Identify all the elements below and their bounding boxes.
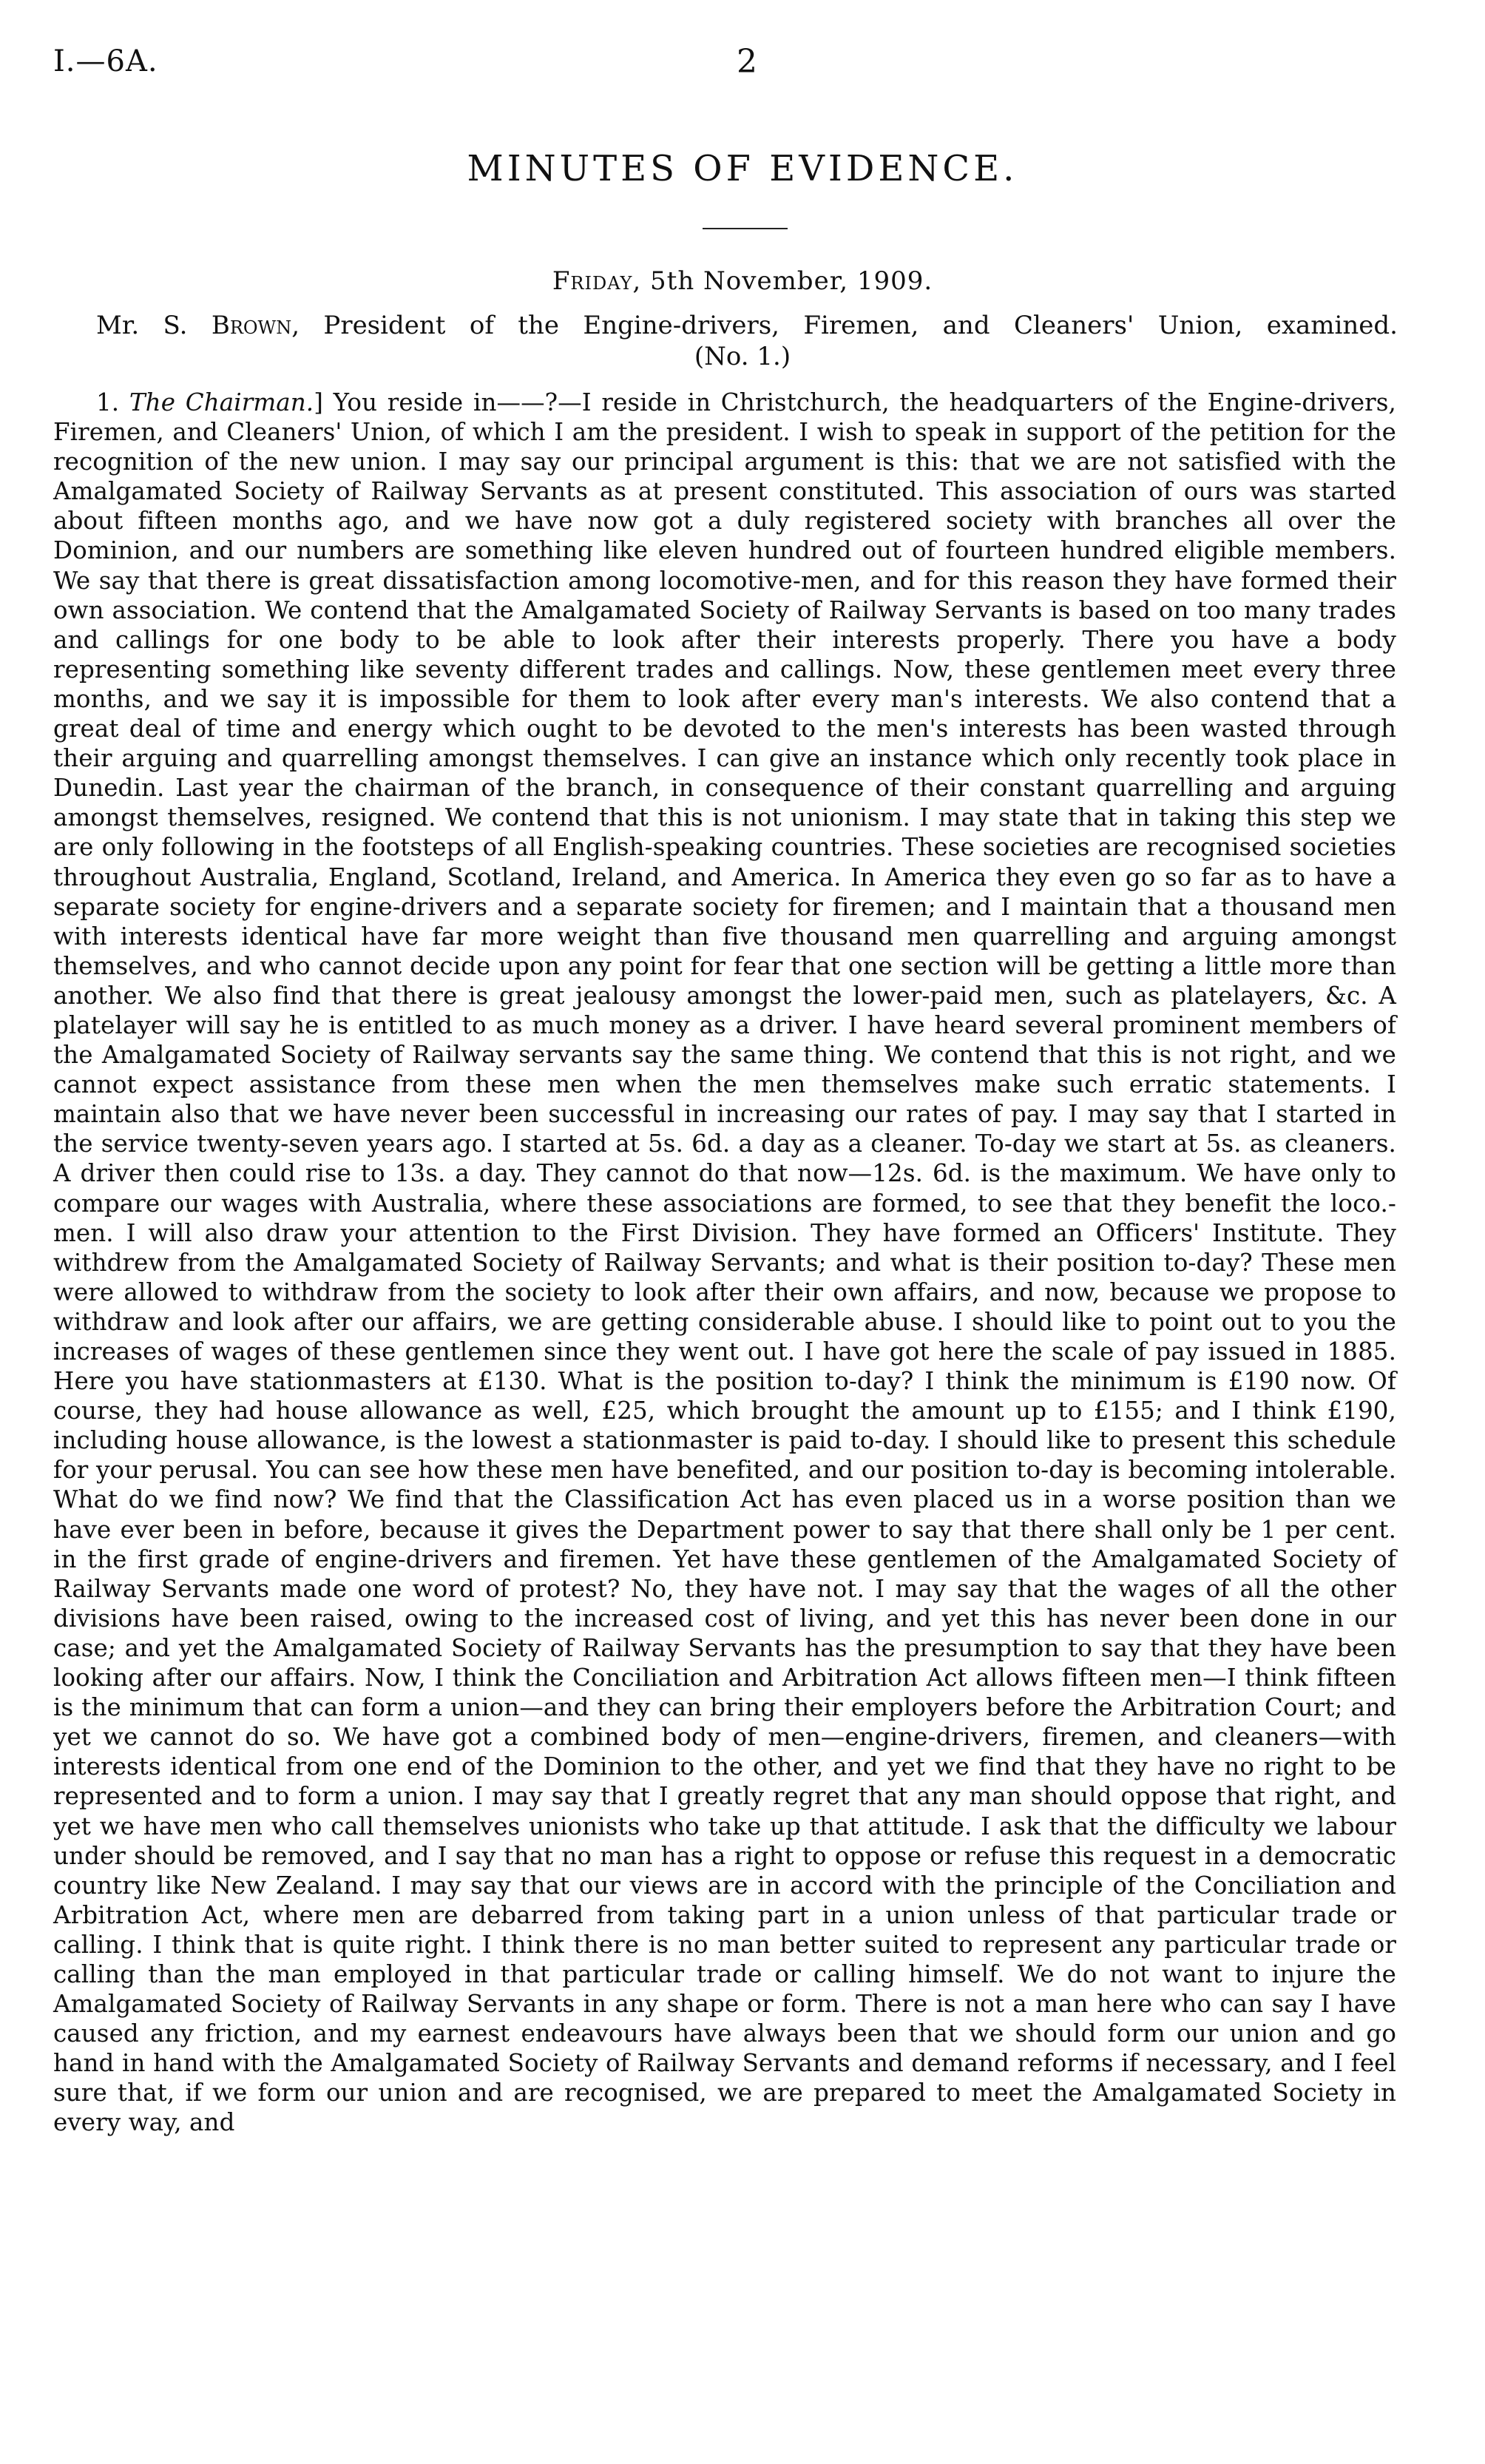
witness-number: (No. 1.) [694,342,791,371]
evidence-text: ] You reside in——?—I reside in Christchurch, the headquarters of the Engine-drivers, Firemen, and Cleaners' Union, of which I am the president. I wish to speak in support of the petition for the recognition of the new union. I may say our principal argument is this: that we are not satisfied with the Amalgamated Society of Railway Servants as at present constituted. This association of ours was started about fifteen months ago, and we have now got a duly registered society with branches all over the Dominion, and our numbers are something like eleven hundred out of fourteen hundred eligible members. We say that there is great dissatisfaction among locomotive-men, and for this reason they have formed their own association. We contend that the Amalgamated Society of Railway Servants is based on too many trades and callings for one body to be able to look after their interests properly. There you have a body representing something like seventy different trades and callings. Now, these gentlemen meet every three months, and we say it is impossible for them to look after every man's interests. We also contend that a great deal of time and energy which ought to be devoted to the men's interests has been wasted through their arguing and quarrelling amongst themselves. I can give an instance which only recently took place in Dunedin. Last year the chairman of the branch, in consequence of their constant quarrelling and arguing amongst themselves, resigned. We contend that this is not unionism. I may state that in taking this step we are only following in the footsteps of all English-speaking countries. These societies are recognised societies throughout Australia, England, Scotland, Ireland, and America. In America they even go so far as to have a separate society for engine-drivers and a separate society for firemen; and I maintain that a thousand men with interests identical have far more weight than five thousand men quarrelling and arguing amongst themselves, and who cannot decide upon any point for fear that one section will be getting a little more than another. We also find that there is great jealousy amongst the lower-paid men, such as platelayers, &c. A platelayer will say he is entitled to as much money as a driver. I have heard several prominent members of the Amalgamated Society of Railway servants say the same thing. We contend that this is not right, and we cannot expect assistance from these men when the men themselves make such erratic statements. I maintain also that we have never been successful in increasing our rates of pay. I may say that I started in the service twenty-seven years ago. I started at 5s. 6d. a day as a cleaner. To-day we start at 5s. as cleaners. A driver then could rise to 13s. a day. They cannot do that now—12s. 6d. is the maximum. We have only to compare our wages with Australia, where these associations are formed, to see that they benefit the loco.-men. I will also draw your attention to the First Division. They have formed an Officers' Institute. They withdrew from the Amalgamated Society of Railway Servants; and what is their position to-day? These men were allowed to withdraw from the society to look after their own affairs, and now, because we propose to withdraw and look after our affairs, we are getting considerable abuse. I should like to point out to you the increases of wages of these gentlemen since they went out. I have got here the scale of pay issued in 1885. Here you have stationmasters at £130. What is the position to-day? I think the minimum is £190 now. Of course, they had house allowance as well, £25, which brought the amount up to £155; and I think £190, including house allowance, is the lowest a stationmaster is paid to-day. I should like to present this schedule for your perusal. You can see how these men have benefited, and our position to-day is becoming intolerable. What do we find now? We find that the Classification Act has even placed us in a worse position than we have ever been in before, because it gives the Department power to say that there shall only be 1 per cent. in the first grade of engine-drivers and firemen. Yet have these gentlemen of the Amalgamated Society of Railway Servants made one word of protest? No, they have not. I may say that the wages of all the other divisions have been raised, owing to the increased cost of living, and yet this has never been done in our case; and yet the Amalgamated Society of Railway Servants has the presumption to say that they have been looking after our affairs. Now, I think the Conciliation and Arbitration Act allows fifteen men—I think fifteen is the minimum that can form a union—and they can bring their employers before the Arbitration Court; and yet we cannot do so. We have got a combined body of men—engine-drivers, firemen, and cleaners—with interests identical from one end of the Dominion to the other, and yet we find that they have no right to be represented and to form a union. I may say that I greatly regret that any man should oppose that right, and yet we have men who call themselves unionists who take up that attitude. I ask that the difficulty we labour under should be removed, and I say that no man has a right to oppose or refuse this request in a democratic country like New Zealand. I may say that our views are in accord with the principle of the Conciliation and Arbitration Act, where men are debarred from taking part in a union unless of that particular trade or calling. I think that is quite right. I think there is no man better suited to represent any particular trade or calling than the man employed in that particular trade or calling himself. We do not want to injure the Amalgamated Society of Railway Servants in any shape or form. There is not a man here who can say I have caused any friction, and my earnest endeavours have always been that we should form our union and go hand in hand with the Amalgamated Society of Railway Servants and demand reforms if necessary, and I feel sure that, if we form our union and are recognised, we are prepared to meet the Amalgamated Society in every way, and [53,388,1396,2137]
question-speaker: The Chairman. [129,388,314,416]
title-divider [703,228,788,229]
session-date [0,266,1485,296]
witness-name: Brown [211,311,292,340]
question-number: 1. [96,388,129,416]
evidence-paragraph [53,388,1396,2138]
session-date-text: , 5th November, 1909. [632,266,933,296]
witness-heading [96,311,1398,340]
witness-description: , President of the Engine-drivers, Firemen, and Cleaners' Union, examined. [291,311,1398,340]
witness-prefix: Mr. S. [96,311,212,340]
document-reference: I.—6A. [53,44,158,78]
session-day: Friday [552,266,633,296]
page-title: MINUTES OF EVIDENCE. [467,148,1018,189]
page-number: 2 [737,43,757,81]
